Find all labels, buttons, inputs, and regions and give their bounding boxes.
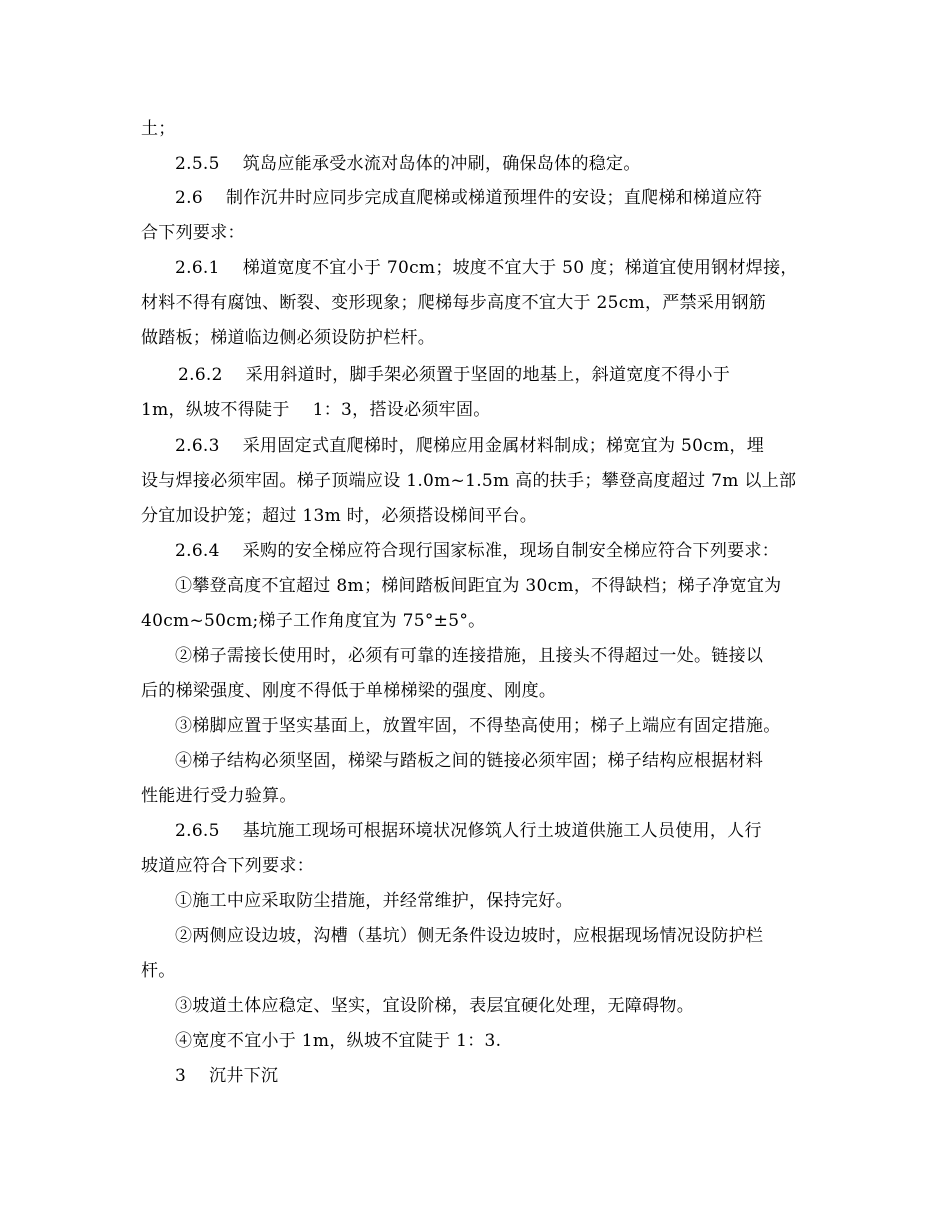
text-line: 2.6 制作沉井时应同步完成直爬梯或梯道预埋件的安设；直爬梯和梯道应符 bbox=[175, 188, 763, 208]
text-line: 合下列要求： bbox=[141, 223, 245, 243]
text-line: 2.6.5 基坑施工现场可根据环境状况修筑人行土坡道供施工人员使用，人行 bbox=[175, 821, 762, 841]
text-line: 杆。 bbox=[141, 961, 176, 981]
text-line: ②两侧应设边坡，沟槽（基坑）侧无条件设边坡时，应根据现场情况设防护栏 bbox=[175, 926, 764, 946]
text-line: 坡道应符合下列要求： bbox=[141, 856, 314, 876]
text-line: 2.5.5 筑岛应能承受水流对岛体的冲刷，确保岛体的稳定。 bbox=[175, 154, 641, 174]
text-line: 做踏板；梯道临边侧必须设防护栏杆。 bbox=[141, 328, 436, 348]
text-line: 40cm~50cm;梯子工作角度宜为 75°±5°。 bbox=[141, 611, 486, 631]
text-line: 后的梯梁强度、刚度不得低于单梯梯梁的强度、刚度。 bbox=[141, 681, 557, 701]
text-line: ①施工中应采取防尘措施，并经常维护，保持完好。 bbox=[175, 891, 573, 911]
text-line: ④宽度不宜小于 1m，纵坡不宜陡于 1：3. bbox=[175, 1031, 502, 1051]
text-line: 2.6.4 采购的安全梯应符合现行国家标准，现场自制安全梯应符合下列要求： bbox=[175, 541, 780, 561]
text-line: 1m，纵坡不得陡于 1：3，搭设必须牢固。 bbox=[141, 400, 491, 420]
text-line: ①攀登高度不宜超过 8m；梯间踏板间距宜为 30cm，不得缺档；梯子净宽宜为 bbox=[175, 576, 782, 596]
section-heading: 3 沉井下沉 bbox=[175, 1066, 279, 1086]
text-line: 土； bbox=[141, 119, 176, 139]
text-line: 2.6.2 采用斜道时，脚手架必须置于坚固的地基上，斜道宽度不得小于 bbox=[178, 365, 731, 385]
text-line: ②梯子需接长使用时，必须有可靠的连接措施，且接头不得超过一处。链接以 bbox=[175, 646, 764, 666]
text-line: ③坡道土体应稳定、坚实，宜设阶梯，表层宜硬化处理，无障碍物。 bbox=[175, 996, 694, 1016]
text-line: 2.6.1 梯道宽度不宜小于 70cm；坡度不宜大于 50 度；梯道宜使用钢材焊接， bbox=[175, 258, 798, 278]
text-line: 分宜加设护笼；超过 13m 时，必须搭设梯间平台。 bbox=[141, 506, 538, 526]
text-line: 2.6.3 采用固定式直爬梯时，爬梯应用金属材料制成；梯宽宜为 50cm，埋 bbox=[175, 436, 765, 456]
text-line: ③梯脚应置于坚实基面上，放置牢固，不得垫高使用；梯子上端应有固定措施。 bbox=[175, 716, 781, 736]
text-line: ④梯子结构必须坚固，梯梁与踏板之间的链接必须牢固；梯子结构应根据材料 bbox=[175, 751, 764, 771]
text-line: 设与焊接必须牢固。梯子顶端应设 1.0m~1.5m 高的扶手；攀登高度超过 7m 以上部 bbox=[141, 471, 797, 491]
text-line: 材料不得有腐蚀、断裂、变形现象；爬梯每步高度不宜大于 25cm，严禁采用钢筋 bbox=[141, 293, 767, 313]
text-line: 性能进行受力验算。 bbox=[141, 786, 297, 806]
